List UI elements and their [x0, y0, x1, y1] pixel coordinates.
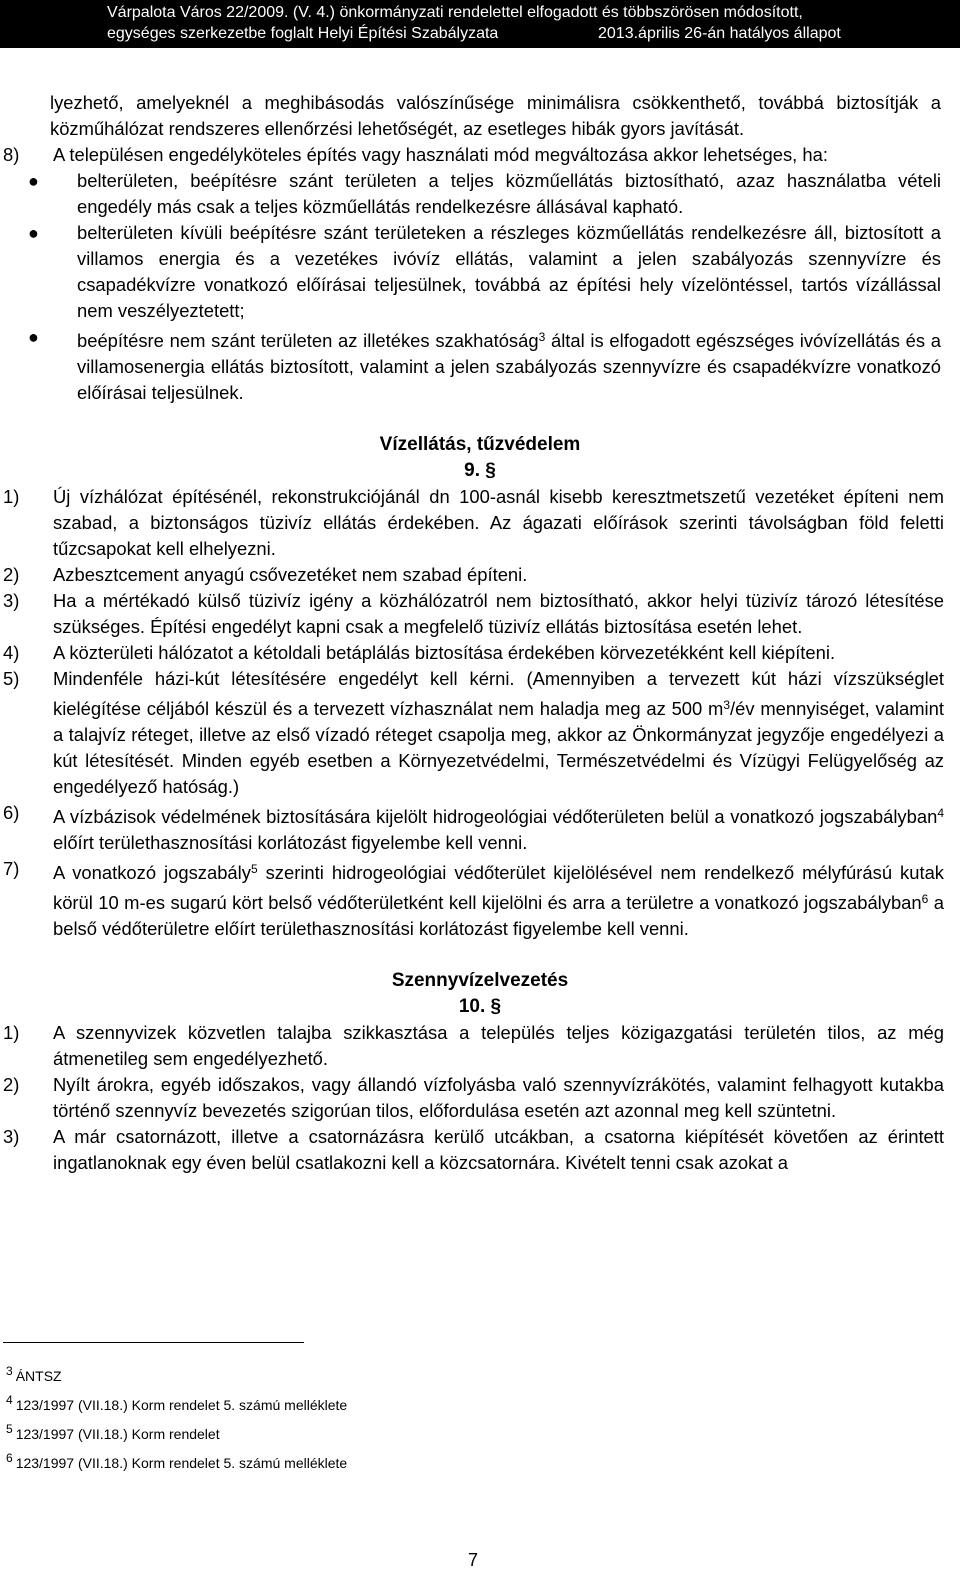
list-item: [3, 800, 944, 856]
list-item: [3, 588, 944, 640]
list-item: [3, 1124, 944, 1176]
item-number: 2): [3, 564, 20, 585]
bullet-text-a: beépítésre nem szánt területen az illetékes szakhatóság: [77, 330, 539, 351]
item-text-b: előírt területhasznosítási korlátozást figyelembe kell venni.: [53, 832, 528, 853]
bullet-icon: ●: [28, 223, 39, 243]
bullet-item: [0, 324, 941, 406]
footnote: [6, 1422, 220, 1442]
footnote-text: ÁNTSZ: [15, 1368, 62, 1384]
footnote-number: 6: [6, 1451, 13, 1465]
footnote: [6, 1364, 62, 1384]
continuation-paragraph: lyezhető, amelyeknél a meghibásodás valószínűsége minimálisra csökkenthető, továbbá biztosítják a közműhálózat rendszeres ellenőrzési lehetőségét, az esetleges hibák gyors javítását.: [50, 92, 941, 139]
bullet-item: [0, 220, 941, 324]
item-text: Azbesztcement anyagú csővezetéket nem szabad építeni.: [53, 564, 528, 585]
list-item: [3, 1020, 944, 1072]
list-item: [3, 666, 944, 800]
footnote-ref: 5: [250, 862, 258, 876]
item-number: 4): [3, 642, 20, 663]
page-body: [0, 90, 960, 1176]
page-number: 7: [468, 1550, 479, 1570]
item-text-b: szerinti hidrogeológiai védőterület kijelölésével nem rendelkező mélyfúrású kutak körül 10 m-es sugarú kört belső védőterületként kell kijelölni és arra a területre a vonatkozó jogszabályban: [53, 862, 944, 913]
footnote-number: 3: [6, 1364, 13, 1378]
footnote-text: 123/1997 (VII.18.) Korm rendelet: [15, 1426, 220, 1442]
footnote: [6, 1451, 347, 1471]
item-number: 3): [3, 1126, 20, 1147]
bullet-text: belterületen, beépítésre szánt területen a teljes közműellátás biztosítható, azaz használatba vételi engedély más csak a teljes közműellátás rendelkezésre állásával kapható.: [77, 170, 941, 217]
footnote-number: 4: [6, 1393, 13, 1407]
list-item: [3, 640, 944, 666]
section-title: Vízellátás, tűzvédelem: [379, 434, 581, 455]
item-number: 5): [3, 668, 20, 689]
item-number: 6): [3, 802, 20, 823]
item-number: 7): [3, 858, 20, 879]
list-item: [3, 1072, 944, 1124]
item-number: 1): [3, 1022, 20, 1043]
item-text: A közterületi hálózatot a kétoldali betáplálás biztosítása érdekében körvezetékként kell kiépíteni.: [53, 642, 836, 663]
bullet-text: belterületen kívüli beépítésre szánt területeken a részleges közműellátás rendelkezésre áll, biztosított a villamos energia és a vezetékes ivóvíz ellátás, valamint a jelen szabályozás szennyvízre és csapadékvízre vonatkozó előírásai teljesülnek, továbbá az építési hely vízelöntéssel, tartós vízállással nem veszélyeztetett;: [77, 222, 941, 321]
item-number: 3): [3, 590, 20, 611]
item-text-b: /év mennyiséget, valamint a talajvíz réteget, illetve az első vízadó réteget csapolja meg, akkor az Önkormányzat jegyzője engedélyezi a kút létesítését. Minden egyéb esetben a Környezetvédelmi, Természetvédelmi és Vízügyi Felügyelőség az engedélyező hatóság.): [53, 698, 944, 797]
list-item: [3, 484, 944, 562]
item-text-c: a belső védőterületre előírt területhasznosítási korlátozást figyelembe kell venni.: [53, 892, 944, 939]
header-line1: Várpalota Város 22/2009. (V. 4.) önkormányzati rendelettel elfogadott és többszörösen módosított,: [107, 4, 803, 21]
page-header: [0, 0, 960, 48]
footnote-text: 123/1997 (VII.18.) Korm rendelet 5. számú melléklete: [15, 1455, 348, 1471]
item-text-a: A vonatkozó jogszabály: [53, 862, 251, 883]
superscript: 3: [723, 698, 731, 712]
header-line2-right: 2013.április 26-án hatályos állapot: [598, 25, 841, 42]
item-text: Új vízhálózat építésénél, rekonstrukciójánál dn 100-asnál kisebb keresztmetszetű vezetéket építeni nem szabad, a biztonságos tüzivíz ellátás érdekében. Az ágazati előírások szerinti távolságban föld feletti tűzcsapokat kell elhelyezni.: [53, 486, 944, 559]
item-text: A már csatornázott, illetve a csatornázásra kerülő utcákban, a csatorna kiépítését követően az érintett ingatlanoknak egy éven belül csatlakozni kell a közcsatornára. Kivételt tenni csak azokat a: [53, 1126, 944, 1173]
bullet-text-b: által is elfogadott egészséges ivóvízellátás és a villamosenergia ellátás biztosított, valamint a jelen szabályozás szennyvízre és csapadékvízre vonatkozó előírásai teljesülnek.: [77, 330, 941, 403]
item-number: 8): [3, 144, 20, 165]
section-number: 10. §: [458, 996, 502, 1017]
item-text-a: A vízbázisok védelmének biztosítására kijelölt hidrogeológiai védőterületen belül a vonatkozó jogszabályban: [53, 806, 938, 827]
item-text: A településen engedélyköteles építés vagy használati mód megváltozása akkor lehetséges, ha:: [53, 144, 828, 165]
list-item: [3, 562, 944, 588]
item-number: 2): [3, 1074, 20, 1095]
footnote-ref: 3: [538, 330, 546, 344]
header-line2-left: egységes szerkezetbe foglalt Helyi Építési Szabályzata: [107, 25, 499, 42]
list-item: [3, 142, 944, 168]
item-text: Nyílt árokra, egyéb időszakos, vagy állandó vízfolyásba való szennyvízrákötés, valamint felhagyott kutakba történő szennyvíz bevezetés szigorúan tilos, előfordulása esetén azt azonnal meg kell szüntetni.: [53, 1074, 944, 1121]
list-item: [3, 856, 944, 942]
section-number: 9. §: [464, 460, 496, 481]
footnote-ref: 6: [921, 892, 929, 906]
footnote-number: 5: [6, 1422, 13, 1436]
item-text: A szennyvizek közvetlen talajba szikkasztása a település teljes közigazgatási területén tilos, az még átmenetileg sem engedélyezhető.: [53, 1022, 944, 1069]
bullet-icon: ●: [28, 327, 39, 347]
item-number: 1): [3, 486, 20, 507]
section-title: Szennyvízelvezetés: [391, 970, 569, 991]
item-text: Ha a mértékadó külső tüzivíz igény a közhálózatról nem biztosítható, akkor helyi tüzivíz tározó létesítése szükséges. Építési engedélyt kapni csak a megfelelő tüzivíz ellátás biztosítása esetén lehet.: [53, 590, 944, 637]
item-text-a: Mindenféle házi-kút létesítésére engedélyt kell kérni. (Amennyiben a tervezett kút házi vízszükséglet kielégítése céljából készül és a tervezett vízhasználat nem haladja meg az 500 m: [53, 668, 944, 719]
footnote-divider: [3, 1342, 304, 1343]
footnote: [6, 1393, 347, 1413]
footnote-ref: 4: [937, 806, 944, 820]
bullet-item: [0, 168, 941, 220]
footnote-text: 123/1997 (VII.18.) Korm rendelet 5. számú melléklete: [15, 1397, 348, 1413]
bullet-icon: ●: [28, 171, 39, 191]
